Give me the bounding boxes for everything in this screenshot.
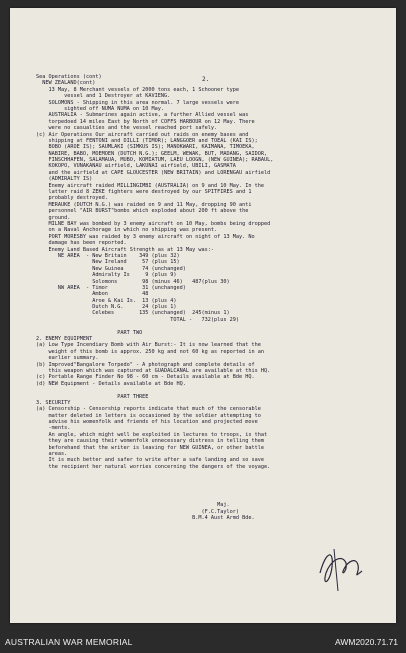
text-line: matter deleted in letters is occasioned by the soldier attempting to <box>36 412 261 419</box>
text-line: An angle, which might well be exploited in lectures to troops, is that <box>36 431 268 438</box>
text-line: shipping at FENTONI and DILLI (TIMOR); LANGGOER and TOEAL (KAI IS); <box>36 137 258 144</box>
text-line: (ADMIRALTY IS) <box>36 176 93 183</box>
text-line: SOLOMONS - Shipping in this area normal. 7 large vessels were <box>36 99 240 106</box>
text-line: areas. <box>36 451 68 458</box>
text-line: this weapon which was captured at GUADALCANAL are available at this HQ. <box>36 367 271 374</box>
text-line: (d) NEW Equipment - Details available at Bde HQ. <box>36 380 186 387</box>
archive-reference: AWM2020.71.71 <box>335 637 398 647</box>
text-line: New Guinea 74 (unchanged) <box>36 265 186 272</box>
text-line: they are causing their womenfolk unnecessary distress in telling them <box>36 438 264 445</box>
text-line: NABIRE, BABO, MOEMOEN (DUTCH N.G.); GEELM, WEWAK, BUT, MADANG, SAIDOR, <box>36 150 268 157</box>
text-line: the recipient her natural worries concerning the dangers of the voyage. <box>36 463 271 470</box>
text-line: BOBO (AROE IS); SAUMLAKI (SIMKUS IS); MANOKWARI, KAIMANA, TIMOEKA, <box>36 144 255 151</box>
text-line: It is much better and safer to write after a safe landing and so save <box>36 457 264 464</box>
text-line: (a) Censorship - Censorship reports indicate that much of the censorable <box>36 406 261 413</box>
text-line: (b) Improved"Bangalore Torpedo" - A photograph and complete details of <box>36 361 255 368</box>
text-line: 13 May, 8 Merchant vessels of 2000 tons each, 1 Schooner type <box>36 86 240 93</box>
text-line: vessel and 1 Destroyer at KAVIENG. <box>36 93 171 100</box>
text-line: Admiralty Is 9 (plus 9) <box>36 272 177 279</box>
text-line: NE AREA - New Britain 349 (plus 32) <box>36 252 180 259</box>
text-line: and the airfield at CAPE GLOUCESTER (NEW BRITAIN) and LORENGAU airfield <box>36 169 271 176</box>
text-line: damage has been reported. <box>36 240 127 247</box>
text-line: sighted off NUMA NUMA on 10 May. <box>36 105 165 112</box>
archive-name: AUSTRALIAN WAR MEMORIAL <box>5 637 133 647</box>
text-line: Ambon 48 <box>36 291 149 298</box>
handwritten-signature <box>312 543 372 593</box>
text-line: PART THREE <box>36 393 149 400</box>
page-number: 2. <box>202 76 210 83</box>
text-line: MILNE BAY was bombed by 3 enemy aircraft on 10 May, bombs being dropped <box>36 220 271 227</box>
document-body <box>36 74 386 521</box>
text-line: personnel "AIR BURST"bombs which exploded about 200 ft above the <box>36 208 249 215</box>
text-line: New Ireland 57 (plus 15) <box>36 259 180 266</box>
text-line: earlier summary. <box>36 355 99 362</box>
text-line: beforehand that the writer is leaving for NEW GUINEA, or other battle <box>36 444 264 451</box>
text-line: Solomons 98 (minus 46) 487(plus 30) <box>36 278 230 285</box>
text-line: were no casualties and the vessel reached port safely. <box>36 125 218 132</box>
text-line: PORT MORESBY was raided by 3 enemy aircraft on night of 13 May. No <box>36 233 255 240</box>
text-line: probably destroyed. <box>36 195 108 202</box>
text-line: 3. SECURITY <box>36 399 71 406</box>
text-line: 2. ENEMY EQUIPMENT <box>36 336 93 343</box>
text-line: (c) Air Operations Our aircraft carried out raids on enemy bases and <box>36 131 249 138</box>
text-line: ground. <box>36 214 71 221</box>
text-line: NEW ZEALAND(cont) <box>36 80 96 87</box>
text-line: TOTAL - 732(plus 29) <box>36 316 240 323</box>
text-line: weight of this bomb is approx. 250 kg and not 60 kg as reported in an <box>36 348 264 355</box>
text-line: (c) Portable Range Finder No 98 - 60 cm - Details available at Bde HQ. <box>36 374 255 381</box>
archive-footer <box>0 632 406 653</box>
text-line: (F.C.Taylor) <box>36 508 240 515</box>
text-line: PART TWO <box>36 329 143 336</box>
text-line: advise his womenfolk and friends of his location and projected move <box>36 419 258 426</box>
text-line: Dutch N.G. 24 (plus 1) <box>36 304 177 311</box>
text-line: NW AREA - Timor 31 (unchanged) <box>36 284 186 291</box>
text-line: Aroe & Kai Is. 13 (plus 4) <box>36 297 177 304</box>
text-line: -ments. <box>36 425 71 432</box>
text-line: MERAUKE (DUTCH N.G.) was raided on 9 and 11 May, dropping 90 anti <box>36 201 252 208</box>
text-line: KOKOPO, VUNAKANAU airfield, LAKUNAI airfield, UBILI, GASMATA <box>36 163 236 170</box>
text-line: latter raid 8 ZEKE fighters were destroyed by our SPITFIRES and 1 <box>36 189 252 196</box>
document-page <box>10 8 396 623</box>
text-line: Celebes 135 (unchanged) 245(minus 1) <box>36 310 230 317</box>
text-line: Maj. <box>36 502 230 509</box>
text-line: AUSTRALIA - Submarines again active, a further Allied vessel was <box>36 112 249 119</box>
text-line: Enemy aircraft raided MILLINGIMBI (AUSTRALIA) on 9 and 10 May. In the <box>36 182 264 189</box>
text-line: Enemy Land Based Aircraft Strength as at 13 May was:- <box>36 246 215 253</box>
text-line: B.M.4 Aust Armd Bde. <box>36 514 255 521</box>
text-line: FINSCHHAFEN, SALAMAUA, MUBO, KOMIATUM, LAEU LOOGN, (NEW GUINEA); RABAUL, <box>36 157 274 164</box>
text-line: torpedoed 14 miles East by North of COFFS HARBOUR on 12 May. There <box>36 118 255 125</box>
text-line: Sea Operations (cont) <box>36 74 102 80</box>
text-line: (a) Low Type Incendiary Bomb with Air Burst:- It is now learned that the <box>36 342 261 349</box>
text-line: on a Naval Anchorage in which no shipping was present. <box>36 227 218 234</box>
